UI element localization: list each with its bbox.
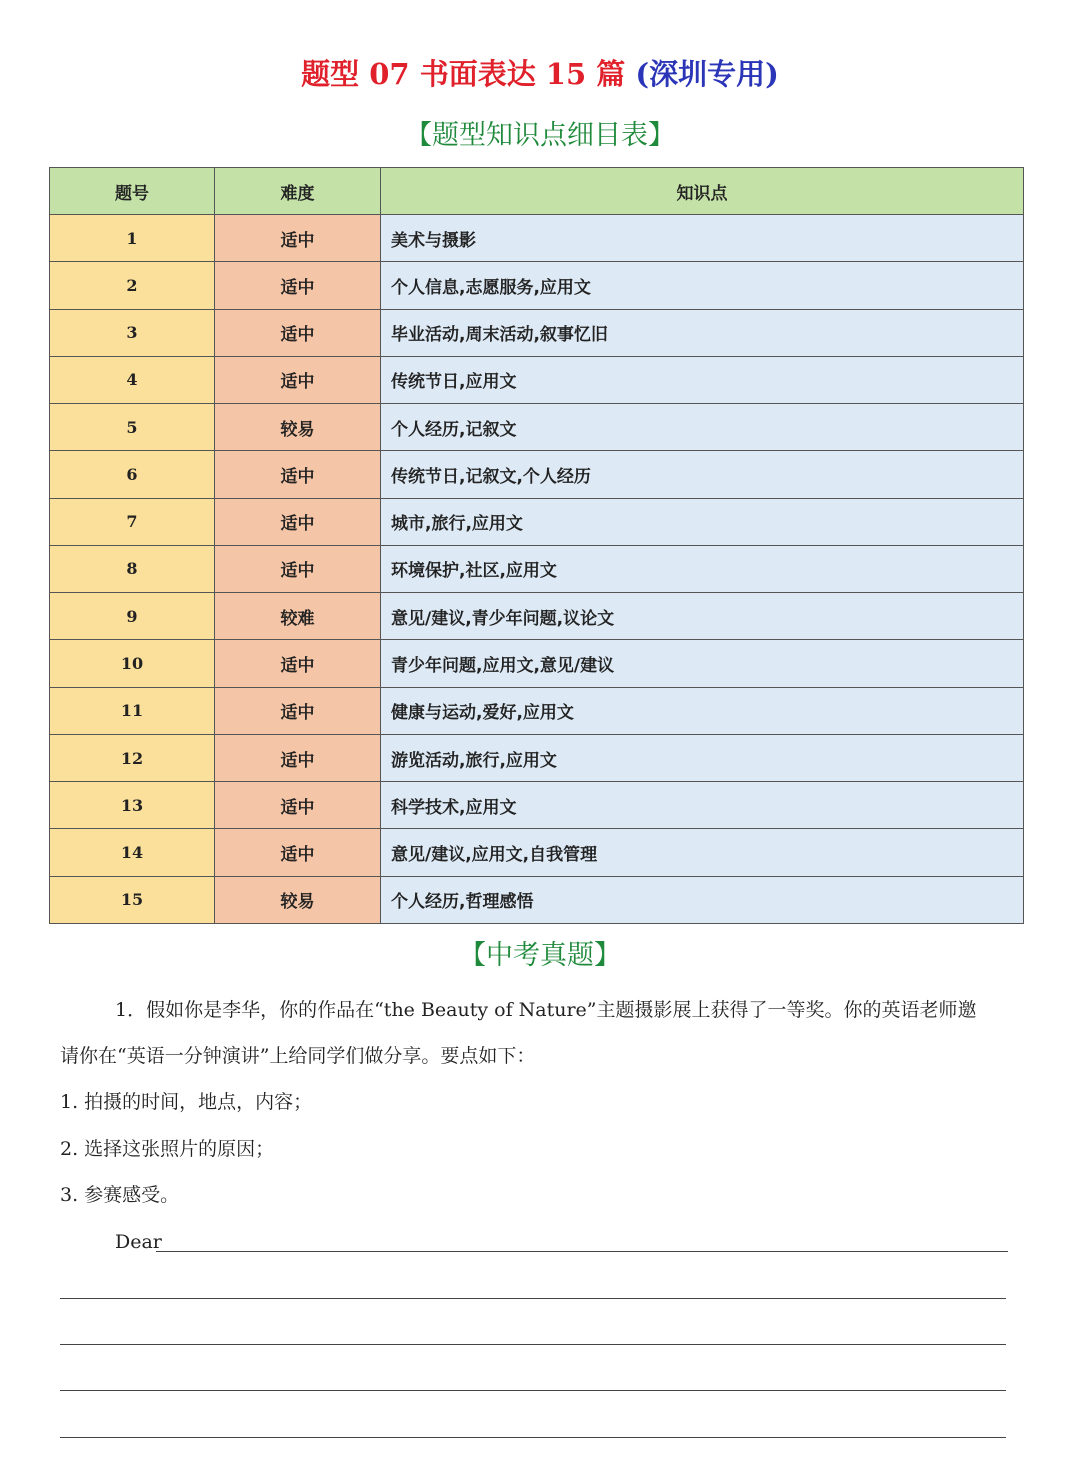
table-row xyxy=(50,734,1024,781)
answer-line[interactable] xyxy=(156,1251,1008,1252)
row-difficulty: 适中 xyxy=(215,262,381,309)
row-number: 14 xyxy=(50,829,215,876)
table-body xyxy=(50,215,1024,924)
row-topic: 科学技术,应用文 xyxy=(381,782,1024,829)
row-number: 2 xyxy=(50,262,215,309)
row-number: 6 xyxy=(50,451,215,498)
row-topic: 意见/建议,青少年问题,议论文 xyxy=(381,593,1024,640)
row-topic: 环境保护,社区,应用文 xyxy=(381,545,1024,592)
row-difficulty: 适中 xyxy=(215,451,381,498)
row-topic: 毕业活动,周末活动,叙事忆旧 xyxy=(381,309,1024,356)
title-main: 题型 07 书面表达 15 篇 xyxy=(301,57,626,91)
row-difficulty: 适中 xyxy=(215,498,381,545)
table-row xyxy=(50,262,1024,309)
row-topic: 个人经历,哲理感悟 xyxy=(381,876,1024,923)
row-number: 7 xyxy=(50,498,215,545)
row-topic: 个人经历,记叙文 xyxy=(381,404,1024,451)
answer-line[interactable] xyxy=(60,1437,1006,1438)
row-number: 9 xyxy=(50,593,215,640)
table-row xyxy=(50,404,1024,451)
key-point-1: 1. 拍摄的时间，地点，内容； xyxy=(60,1091,313,1113)
row-difficulty: 适中 xyxy=(215,356,381,403)
row-number: 10 xyxy=(50,640,215,687)
row-topic: 游览活动,旅行,应用文 xyxy=(381,734,1024,781)
row-number: 8 xyxy=(50,545,215,592)
row-topic: 美术与摄影 xyxy=(381,215,1024,262)
row-difficulty: 适中 xyxy=(215,829,381,876)
question-text-line-2: 请你在“英语一分钟演讲”上给同学们做分享。要点如下： xyxy=(60,1045,536,1067)
table-row xyxy=(50,545,1024,592)
row-number: 12 xyxy=(50,734,215,781)
answer-line[interactable] xyxy=(60,1344,1006,1345)
row-topic: 城市,旅行,应用文 xyxy=(381,498,1024,545)
row-difficulty: 适中 xyxy=(215,687,381,734)
row-number: 11 xyxy=(50,687,215,734)
row-difficulty: 较易 xyxy=(215,404,381,451)
row-difficulty: 较难 xyxy=(215,593,381,640)
question-text-line-1: 1．假如你是李华，你的作品在“the Beauty of Nature”主题摄影展上获得了一等奖。你的英语老师邀 xyxy=(115,999,977,1021)
table-row xyxy=(50,876,1024,923)
letter-salutation: Dear xyxy=(115,1231,162,1253)
key-point-3: 3. 参赛感受。 xyxy=(60,1184,180,1206)
answer-line[interactable] xyxy=(60,1298,1006,1299)
table-row xyxy=(50,498,1024,545)
row-topic: 个人信息,志愿服务,应用文 xyxy=(381,262,1024,309)
row-number: 4 xyxy=(50,356,215,403)
title-region: (深圳专用) xyxy=(635,57,779,91)
row-difficulty: 适中 xyxy=(215,734,381,781)
knowledge-point-table xyxy=(49,167,1024,924)
table-row xyxy=(50,782,1024,829)
key-point-2: 2. 选择这张照片的原因； xyxy=(60,1138,275,1160)
column-header-difficulty: 难度 xyxy=(215,168,381,215)
table-row xyxy=(50,309,1024,356)
table-row xyxy=(50,829,1024,876)
table-row xyxy=(50,356,1024,403)
table-header-row xyxy=(50,168,1024,215)
row-number: 13 xyxy=(50,782,215,829)
row-topic: 健康与运动,爱好,应用文 xyxy=(381,687,1024,734)
column-header-number: 题号 xyxy=(50,168,215,215)
row-number: 15 xyxy=(50,876,215,923)
row-difficulty: 适中 xyxy=(215,309,381,356)
row-topic: 传统节日,应用文 xyxy=(381,356,1024,403)
row-number: 3 xyxy=(50,309,215,356)
row-difficulty: 适中 xyxy=(215,215,381,262)
exam-section-title: 【中考真题】 xyxy=(459,940,621,971)
row-topic: 意见/建议,应用文,自我管理 xyxy=(381,829,1024,876)
row-number: 1 xyxy=(50,215,215,262)
row-topic: 传统节日,记叙文,个人经历 xyxy=(381,451,1024,498)
row-difficulty: 较易 xyxy=(215,876,381,923)
row-difficulty: 适中 xyxy=(215,782,381,829)
row-difficulty: 适中 xyxy=(215,640,381,687)
table-row xyxy=(50,687,1024,734)
document-title xyxy=(0,52,1080,96)
row-topic: 青少年问题,应用文,意见/建议 xyxy=(381,640,1024,687)
table-row xyxy=(50,215,1024,262)
answer-line[interactable] xyxy=(60,1390,1006,1391)
table-row xyxy=(50,593,1024,640)
table-row xyxy=(50,451,1024,498)
row-number: 5 xyxy=(50,404,215,451)
column-header-topic: 知识点 xyxy=(381,168,1024,215)
table-row xyxy=(50,640,1024,687)
row-difficulty: 适中 xyxy=(215,545,381,592)
table-section-title: 【题型知识点细目表】 xyxy=(405,120,675,151)
